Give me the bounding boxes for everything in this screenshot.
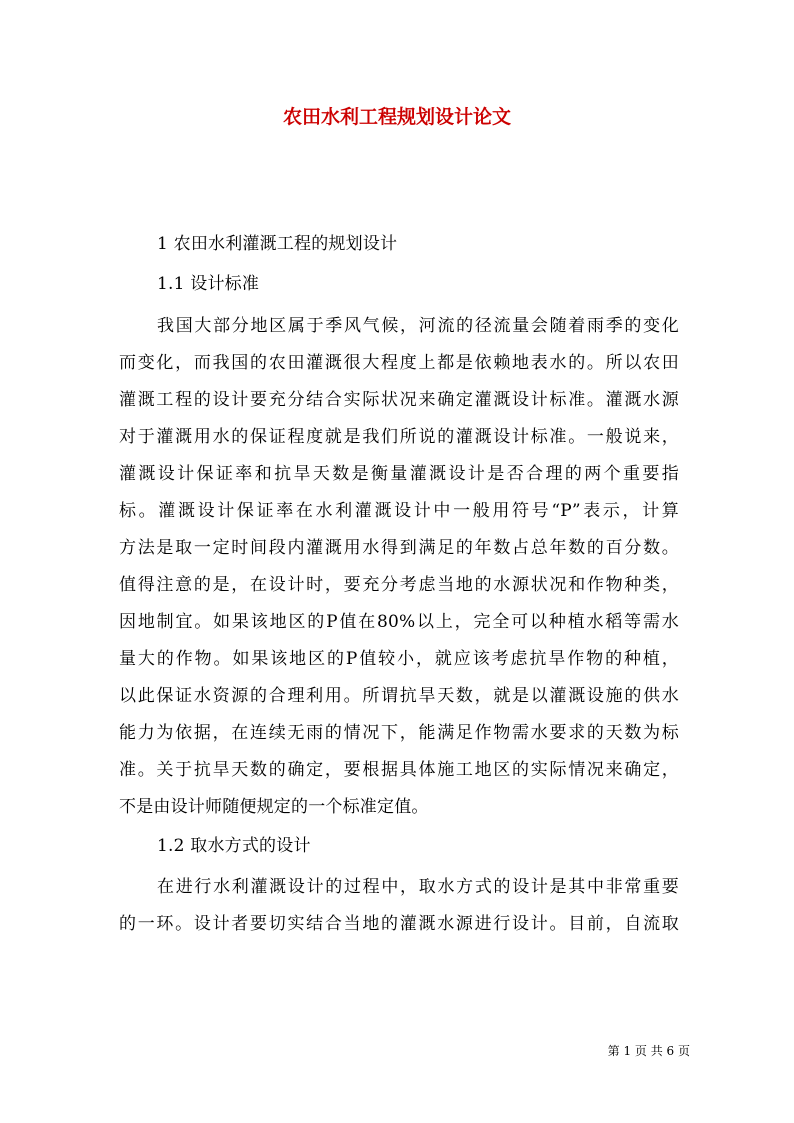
paragraph-1-line: 量大的作物。如果该地区的P值较小，就应该考虑抗旱作物的种植， [119, 649, 679, 669]
paragraph-1-line: 方法是取一定时间段内灌溉用水得到满足的年数占总年数的百分数。 [119, 538, 679, 558]
section-heading-1: 1 农田水利灌溉工程的规划设计 [157, 234, 398, 254]
page-title: 农田水利工程规划设计论文 [282, 106, 511, 128]
page-number: 第 1 页 共 6 页 [607, 1044, 690, 1058]
paragraph-1-line: 准。关于抗旱天数的确定，要根据具体施工地区的实际情况来确定， [119, 760, 679, 780]
paragraph-1-line: 标。灌溉设计保证率在水利灌溉设计中一般用符号“P”表示，计算 [119, 501, 679, 521]
paragraph-1-line: 因地制宜。如果该地区的P值在80%以上，完全可以种植水稻等需水 [119, 612, 679, 632]
section-heading-1-2: 1.2 取水方式的设计 [157, 836, 311, 856]
paragraph-2-line: 的一环。设计者要切实结合当地的灌溉水源进行设计。目前，自流取 [119, 914, 679, 934]
paragraph-1-line: 能力为依据，在连续无雨的情况下，能满足作物需水要求的天数为标 [119, 723, 679, 743]
paragraph-1-line: 值得注意的是，在设计时，要充分考虑当地的水源状况和作物种类， [119, 575, 679, 595]
paragraph-1-line: 对于灌溉用水的保证程度就是我们所说的灌溉设计标准。一般说来， [119, 427, 679, 447]
paragraph-1-line: 灌溉设计保证率和抗旱天数是衡量灌溉设计是否合理的两个重要指 [119, 464, 679, 484]
paragraph-1-line: 以此保证水资源的合理利用。所谓抗旱天数，就是以灌溉设施的供水 [119, 686, 679, 706]
paragraph-2-line: 在进行水利灌溉设计的过程中，取水方式的设计是其中非常重要 [157, 877, 679, 897]
paragraph-1-line: 灌溉工程的设计要充分结合实际状况来确定灌溉设计标准。灌溉水源 [119, 390, 679, 410]
paragraph-1-line: 我国大部分地区属于季风气候，河流的径流量会随着雨季的变化 [157, 316, 679, 336]
paragraph-1-line: 而变化，而我国的农田灌溉很大程度上都是依赖地表水的。所以农田 [119, 353, 679, 373]
paragraph-1-line: 不是由设计师随便规定的一个标准定值。 [119, 797, 429, 817]
section-heading-1-1: 1.1 设计标准 [157, 274, 260, 294]
